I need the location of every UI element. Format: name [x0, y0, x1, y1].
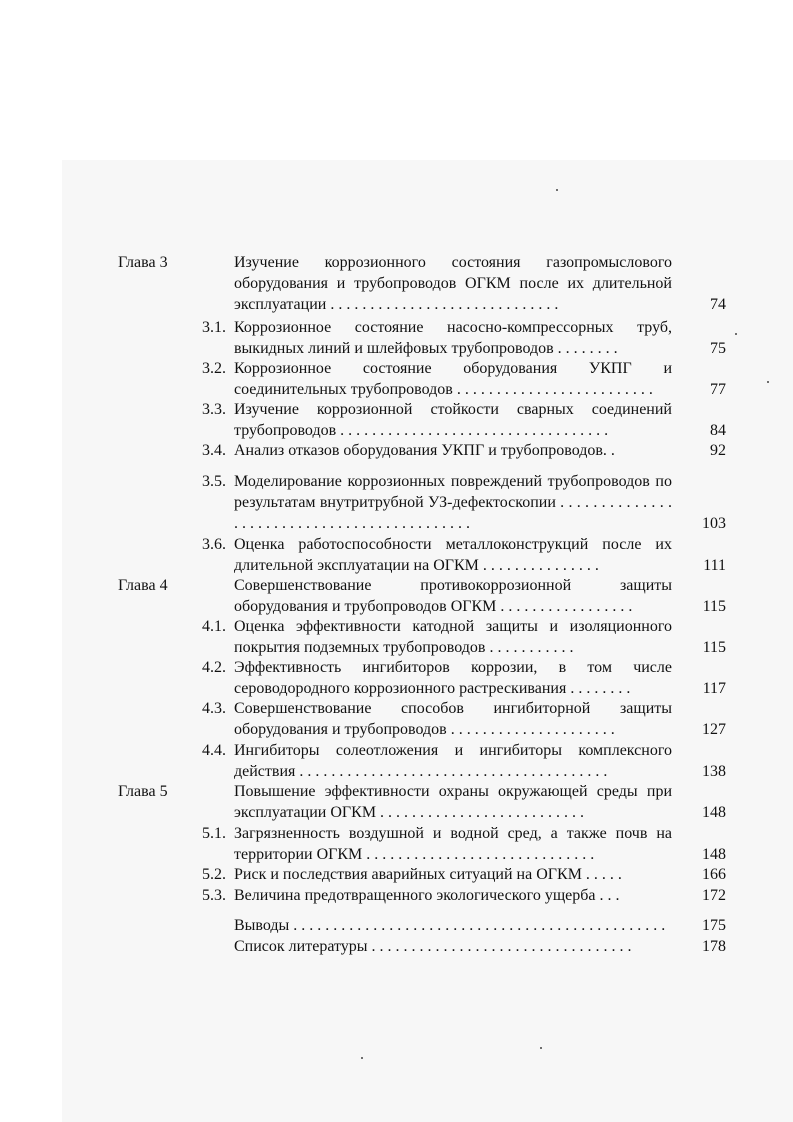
section-number: 3.4.: [202, 442, 226, 459]
entry-title: Коррозионное состояние насосно-компрессорных труб, выкидных линий и шлейфовых трубопроводов . . . . . . . .: [234, 319, 672, 357]
scan-speck: [540, 1047, 542, 1049]
entry-title: Коррозионное состояние оборудования УКПГ и соединительных трубопроводов . . . . . . . . . . . . . . . . . . . . . . . . .: [234, 360, 672, 398]
entry-title: Анализ отказов оборудования УКПГ и трубопроводов. .: [234, 442, 615, 459]
section-number: 3.5.: [202, 473, 226, 490]
page-number: 92: [710, 442, 726, 459]
entry-title: Совершенствование противокоррозионной защиты оборудования и трубопроводов ОГКМ . . . . . . . . . . . . . . . . .: [234, 577, 672, 615]
page-number: 127: [702, 721, 726, 738]
entry-title: Ингибиторы солеотложения и ингибиторы комплексного действия . . . . . . . . . . . . . . . . . . . . . . . . . . . . . . . . . . . . . . .: [234, 742, 672, 780]
entry-title: Изучение коррозионного состояния газопромыслового оборудования и трубопроводов ОГКМ после их длительной эксплуатации . . . . . . . . . . . . . . . . . . . . . . . . . . . . .: [234, 254, 672, 313]
entry-title: Оценка эффективности катодной защиты и изоляционного покрытия подземных трубопроводов . . . . . . . . . . .: [234, 618, 672, 656]
section-number: 3.2.: [202, 360, 226, 377]
section-number: 3.6.: [202, 536, 226, 553]
scan-speck: [556, 189, 558, 191]
entry-title: Моделирование коррозионных повреждений трубопроводов по результатам внутритрубной УЗ-дефектоскопии . . . . . . . . . . . . . . . . . . . . . . . . . . . . . . . . . . . . . . . . . . . .: [234, 473, 672, 532]
page-number: 75: [710, 340, 726, 357]
page-number: 148: [702, 846, 726, 863]
page-number: 77: [710, 381, 726, 398]
section-number: 3.1.: [202, 319, 226, 336]
entry-title: Риск и последствия аварийных ситуаций на ОГКМ . . . . .: [234, 866, 622, 883]
page-number: 178: [702, 938, 726, 955]
entry-title: Загрязненность воздушной и водной сред, а также почв на территории ОГКМ . . . . . . . . . . . . . . . . . . . . . . . . . . . . .: [234, 825, 672, 863]
entry-title: Величина предотвращенного экологического ущерба . . .: [234, 887, 620, 904]
page-number: 172: [702, 887, 726, 904]
page-number: 166: [702, 866, 726, 883]
page-number: 115: [702, 639, 726, 656]
chapter-label: Глава 4: [118, 577, 168, 594]
scan-speck: [735, 333, 737, 335]
section-number: 5.3.: [202, 887, 226, 904]
page-number: 84: [710, 422, 726, 439]
section-number: 5.2.: [202, 866, 226, 883]
section-number: 5.1.: [202, 825, 226, 842]
entry-title: Оценка работоспособности металлоконструкций после их длительной эксплуатации на ОГКМ . . . . . . . . . . . . . . .: [234, 536, 672, 574]
entry-title: Эффективность ингибиторов коррозии, в том числе сероводородного коррозионного растрескивания . . . . . . . .: [234, 659, 672, 697]
section-number: 4.2.: [202, 659, 226, 676]
entry-title: Повышение эффективности охраны окружающей среды при эксплуатации ОГКМ . . . . . . . . . . . . . . . . . . . . . . . . . .: [234, 783, 672, 821]
entry-title: Совершенствование способов ингибиторной защиты оборудования и трубопроводов . . . . . . . . . . . . . . . . . . . . .: [234, 700, 672, 738]
page-number: 111: [703, 557, 726, 574]
page-number: 175: [702, 917, 726, 934]
scan-speck: [361, 1057, 363, 1059]
entry-title: Выводы . . . . . . . . . . . . . . . . . . . . . . . . . . . . . . . . . . . . . . . . . . . . . . .: [234, 917, 666, 934]
entry-title: Изучение коррозионной стойкости сварных соединений трубопроводов . . . . . . . . . . . . . . . . . . . . . . . . . . . . . . . . . .: [234, 401, 672, 439]
page-number: 74: [710, 296, 726, 313]
section-number: 4.3.: [202, 700, 226, 717]
section-number: 4.4.: [202, 742, 226, 759]
chapter-label: Глава 5: [118, 783, 168, 800]
page-number: 115: [702, 598, 726, 615]
page-number: 148: [702, 804, 726, 821]
section-number: 4.1.: [202, 618, 226, 635]
page-number: 138: [702, 763, 726, 780]
section-number: 3.3.: [202, 401, 226, 418]
entry-title: Список литературы . . . . . . . . . . . . . . . . . . . . . . . . . . . . . . . . .: [234, 938, 632, 955]
page-number: 117: [702, 680, 726, 697]
page-number: 103: [702, 515, 726, 532]
scan-speck: [767, 381, 769, 383]
chapter-label: Глава 3: [118, 254, 168, 271]
